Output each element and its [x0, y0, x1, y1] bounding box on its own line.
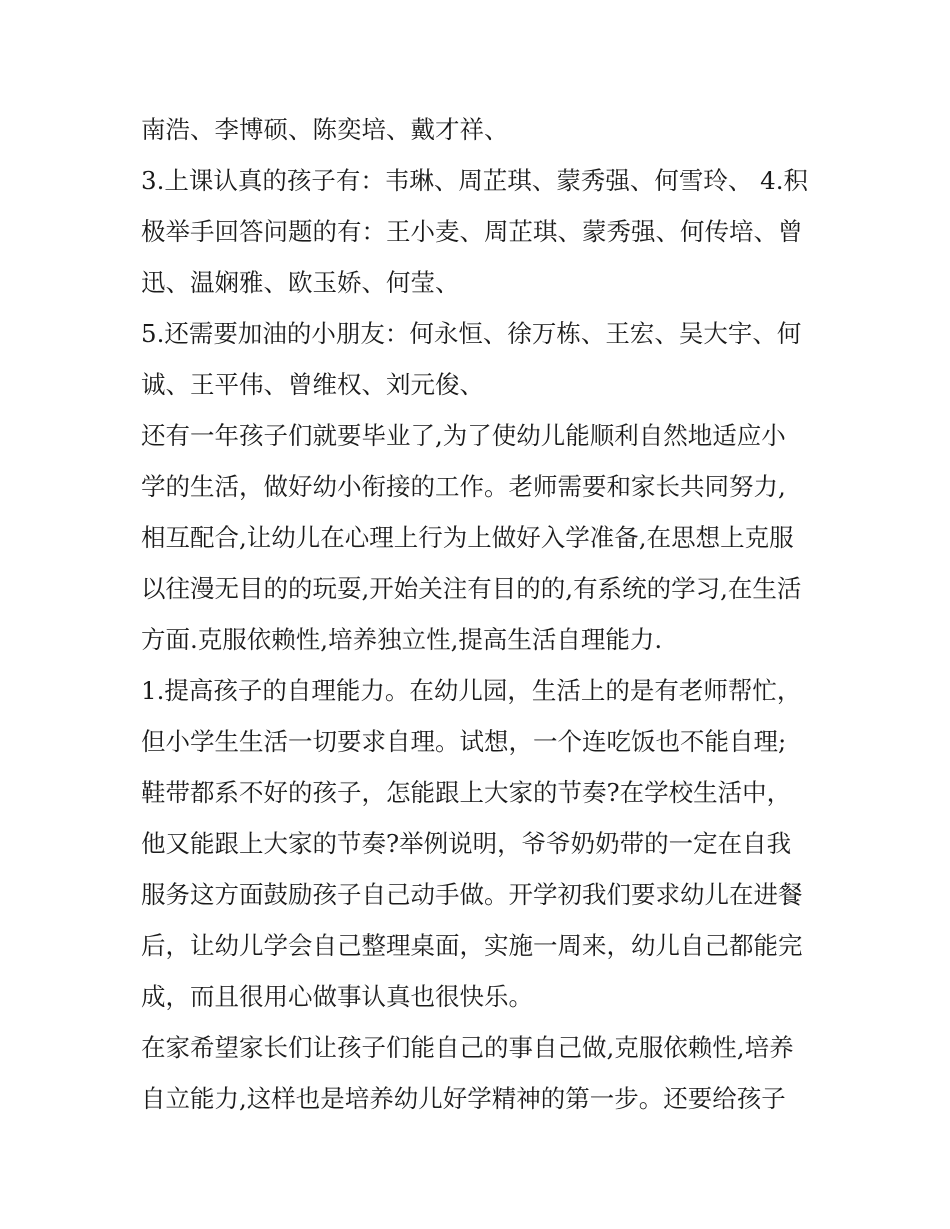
text-line: 极举手回答问题的有：王小麦、周芷琪、蒙秀强、何传培、曾 [141, 217, 803, 246]
text-line: 鞋带都系不好的孩子，怎能跟上大家的节奏?在学校生活中， [141, 778, 792, 807]
text-line: 学的生活，做好幼小衔接的工作。老师需要和家长共同努力, [141, 472, 786, 501]
text-line: 以往漫无目的的玩耍,开始关注有目的的,有系统的学习,在生活 [141, 574, 802, 603]
text-line: 自立能力,这样也是培养幼儿好学精神的第一步。还要给孩子 [141, 1084, 786, 1113]
text-line: 成，而且很用心做事认真也很快乐。 [141, 982, 533, 1011]
text-line: 在家希望家长们让孩子们能自己的事自己做,克服依赖性,培养 [141, 1033, 794, 1062]
text-line: 方面.克服依赖性,培养独立性,提高生活自理能力. [141, 625, 663, 654]
text-line: 3.上课认真的孩子有：韦琳、周芷琪、蒙秀强、何雪玲、 4.积 [141, 166, 809, 195]
text-line: 1.提高孩子的自理能力。在幼儿园，生活上的是有老师帮忙， [141, 676, 802, 705]
text-line: 相互配合,让幼儿在心理上行为上做好入学准备,在思想上克服 [141, 523, 794, 552]
text-line: 5.还需要加油的小朋友：何永恒、徐万栋、王宏、吴大宇、何 [141, 319, 802, 348]
text-line: 还有一年孩子们就要毕业了,为了使幼儿能顺利自然地适应小 [141, 421, 786, 450]
text-line: 但小学生生活一切要求自理。试想，一个连吃饭也不能自理; [141, 727, 787, 756]
body-text [141, 104, 821, 1124]
text-line: 他又能跟上大家的节奏?举例说明，爷爷奶奶带的一定在自我 [141, 829, 792, 858]
text-line: 南浩、李博硕、陈奕培、戴才祥、 [141, 115, 509, 144]
text-line: 服务这方面鼓励孩子自己动手做。开学初我们要求幼儿在进餐 [141, 880, 803, 909]
text-line: 迅、温娴雅、欧玉娇、何莹、 [141, 268, 460, 297]
text-line: 后，让幼儿学会自己整理桌面，实施一周来，幼儿自己都能完 [141, 931, 803, 960]
text-line: 诚、王平伟、曾维权、刘元俊、 [141, 370, 484, 399]
